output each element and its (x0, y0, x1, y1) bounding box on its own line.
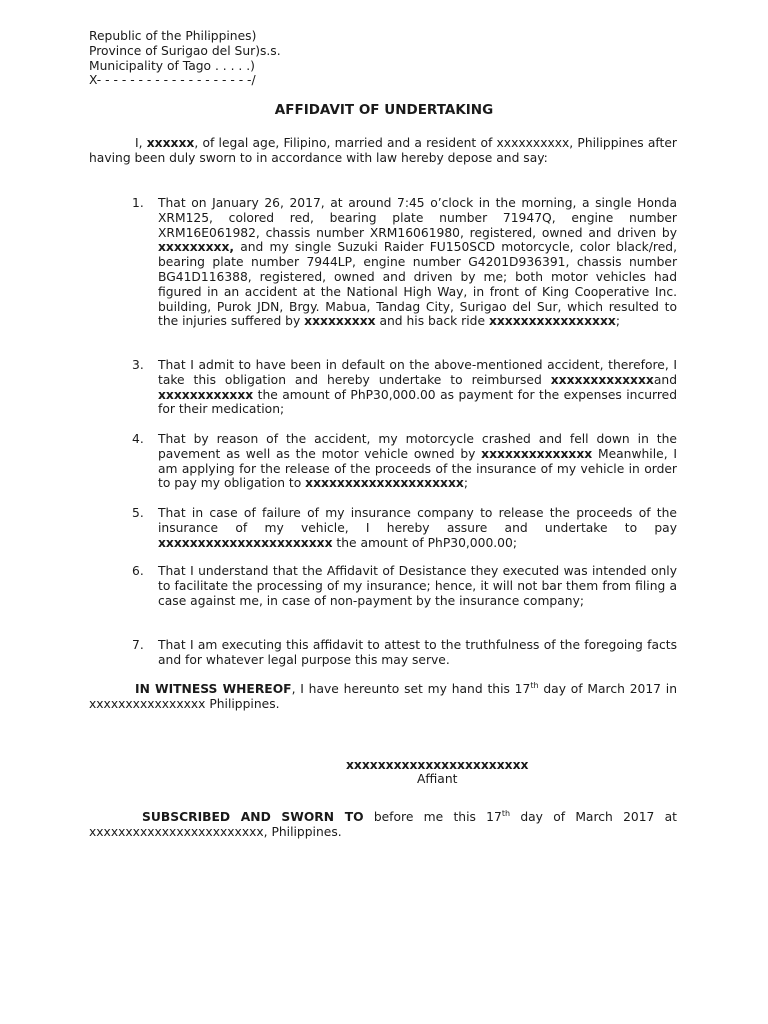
item-4 (132, 432, 677, 491)
intro-pre: I, (135, 136, 147, 150)
item-text: That I admit to have been in default on the above-mentioned accident, therefore, I take this obligation and hereby undertake to reimbursed xxxxxxxxxxxxxand xxxxxxxxxxxx the amount of PhP30,000.00 as payment for the expenses incurred for their medication; (158, 358, 677, 417)
venue-line-separator: X- - - - - - - - - - - - - - - - - - -/ (89, 73, 256, 88)
item-7 (132, 638, 677, 668)
venue-line-province: Province of Surigao del Sur)s.s. (89, 43, 281, 58)
venue-header (89, 29, 281, 88)
witness-lead: IN WITNESS WHEREOF (135, 682, 292, 696)
item-number: 6. (132, 564, 144, 578)
item-6 (132, 564, 677, 608)
item-number: 1. (132, 196, 144, 210)
intro-text: , of legal age, Filipino, married and a resident of xxxxxxxxxx, Philippines after having been duly sworn to in accordance with law hereby depose and say: (89, 136, 677, 165)
affiant-label: Affiant (417, 772, 458, 786)
item-number: 5. (132, 506, 144, 520)
document-title: AFFIDAVIT OF UNDERTAKING (274, 102, 494, 118)
redacted-name: xxxxxxxxx, (158, 240, 235, 255)
affiant-signature-name: xxxxxxxxxxxxxxxxxxxxxxx (346, 758, 529, 772)
redacted-name: xxxxxxxxxxxxxx (481, 446, 593, 461)
venue-line-municipality: Municipality of Tago . . . . .) (89, 58, 255, 73)
ordinal-suffix: th (501, 808, 511, 818)
redacted-name: xxxxxxxxxxxxxxxxxxxxxx (158, 535, 333, 550)
jurat-lead: SUBSCRIBED AND SWORN TO (142, 810, 364, 824)
witness-clause: IN WITNESS WHEREOF, I have hereunto set my hand this 17th day of March 2017 in xxxxxxxxxxxxxxxx Philippines. (89, 680, 677, 711)
item-3 (132, 358, 677, 417)
item-text: That on January 26, 2017, at around 7:45 o’clock in the morning, a single Honda XRM125, colored red, bearing plate number 71947Q, engine number XRM16E061982, chassis number XRM16061980, registered, owned and driven by xxxxxxxxx, and my single Suzuki Raider FU150SCD motorcycle, color black/red, bearing plate number 7944LP, engine number G4201D936391, chassis number BG41D116388, registered, owned and driven by me; both motor vehicles had figured in an accident at the National High Way, in front of King Cooperative Inc. building, Purok JDN, Brgy. Mabua, Tandag City, Surigao del Sur, which resulted to the injuries suffered by xxxxxxxxx and his back ride xxxxxxxxxxxxxxxx; (158, 196, 677, 329)
jurat-paragraph: SUBSCRIBED AND SWORN TO before me this 17th day of March 2017 at xxxxxxxxxxxxxxxxxxxxxxxx, Philippines. (89, 808, 677, 839)
redacted-name: xxxxxxxxxxxxxxxx (488, 314, 616, 329)
venue-line-republic: Republic of the Philippines) (89, 29, 257, 43)
item-number: 3. (132, 358, 144, 372)
item-text: That in case of failure of my insurance company to release the proceeds of the insurance of my vehicle, I hereby assure and undertake to pay xxxxxxxxxxxxxxxxxxxxxx the amount of PhP30,000.00; (158, 506, 677, 550)
item-text: That I understand that the Affidavit of Desistance they executed was intended only to facilitate the processing of my insurance; hence, it will not bar them from filing a case against me, in case of non-payment by the insurance company; (158, 564, 677, 608)
item-number: 4. (132, 432, 144, 446)
redacted-name: xxxxxxxxx (304, 314, 376, 329)
ordinal-suffix: th (530, 680, 539, 690)
redacted-name: xxxxxxxxxxxxx (550, 372, 654, 387)
intro-paragraph (89, 136, 677, 166)
item-text: That I am executing this affidavit to attest to the truthfulness of the foregoing facts and for whatever legal purpose this may serve. (158, 638, 677, 667)
redacted-name: xxxxxxxxxxxx (158, 387, 254, 402)
redacted-name: xxxxxxxxxxxxxxxxxxxx (305, 476, 464, 491)
affiant-name-redacted: xxxxxx (146, 136, 195, 150)
item-text: That by reason of the accident, my motorcycle crashed and fell down in the pavement as well as the motor vehicle owned by xxxxxxxxxxxxxx Meanwhile, I am applying for the release of the proceeds of the insurance of my vehicle in order to pay my obligation to xxxxxxxxxxxxxxxxxxxx; (158, 432, 677, 491)
item-1 (132, 196, 677, 329)
item-number: 7. (132, 638, 144, 652)
item-5 (132, 506, 677, 550)
